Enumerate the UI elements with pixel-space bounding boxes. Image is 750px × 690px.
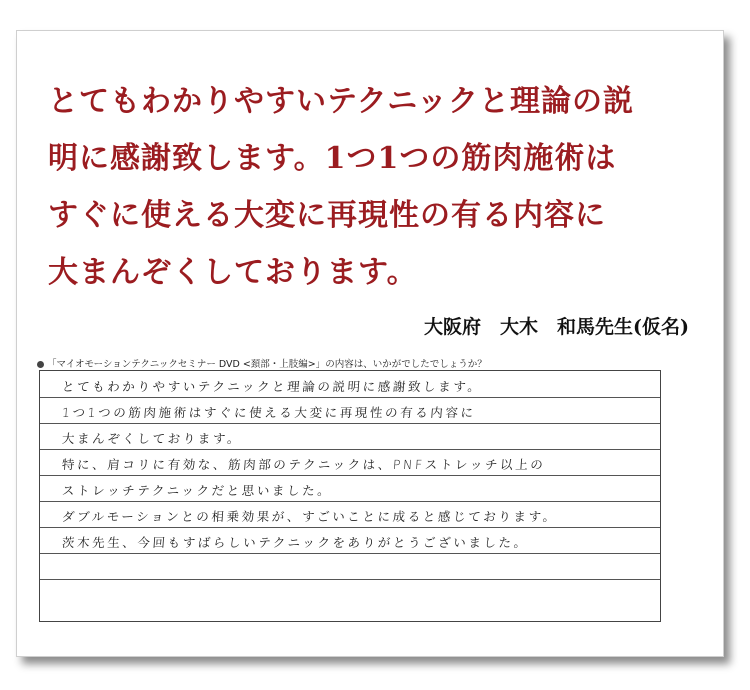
testimonial-attribution: 大阪府 大木 和馬先生(仮名) [424, 316, 689, 338]
answer-text: 大まんぞくしております。 [61, 431, 243, 446]
answer-text: 1つ1つの筋肉施術はすぐに使える大変に再現性の有る内容に [61, 405, 477, 420]
answer-line [40, 371, 660, 398]
answer-line [40, 423, 660, 450]
answer-line [40, 553, 660, 580]
answer-line [40, 397, 660, 424]
answer-text: 特に、肩コリに有効な、筋肉部のテクニックは、PNFストレッチ以上の [61, 457, 547, 472]
survey-question [37, 356, 487, 370]
answer-line [40, 449, 660, 476]
headline-line: 明に感謝致します。1つ1つの筋肉施術は [48, 141, 617, 176]
testimonial-headline [48, 73, 708, 301]
handwritten-answer-box [39, 370, 661, 622]
answer-line [40, 475, 660, 502]
survey-question-text: 「マイオモーションテクニックセミナー DVD <頚部・上肢編>」の内容は、いかがでしたでしょうか？ [47, 359, 487, 370]
testimonial-card [16, 30, 724, 657]
bullet-icon [37, 361, 44, 368]
answer-line [40, 527, 660, 554]
answer-text: ダブルモーションとの相乗効果が、すごいことに成ると感じております。 [61, 509, 559, 524]
headline-line: 大まんぞくしております。 [48, 255, 418, 290]
answer-text: ストレッチテクニックだと思いました。 [61, 483, 333, 498]
headline-line: すぐに使える大変に再現性の有る内容に [48, 198, 606, 233]
survey-form-scan [37, 356, 697, 624]
answer-line [40, 501, 660, 528]
headline-line: とてもわかりやすいテクニックと理論の説 [48, 84, 634, 119]
answer-text: 茨木先生、今回もすばらしいテクニックをありがとうございました。 [61, 535, 530, 550]
answer-text: とてもわかりやすいテクニックと理論の説明に感謝致します。 [61, 379, 484, 394]
